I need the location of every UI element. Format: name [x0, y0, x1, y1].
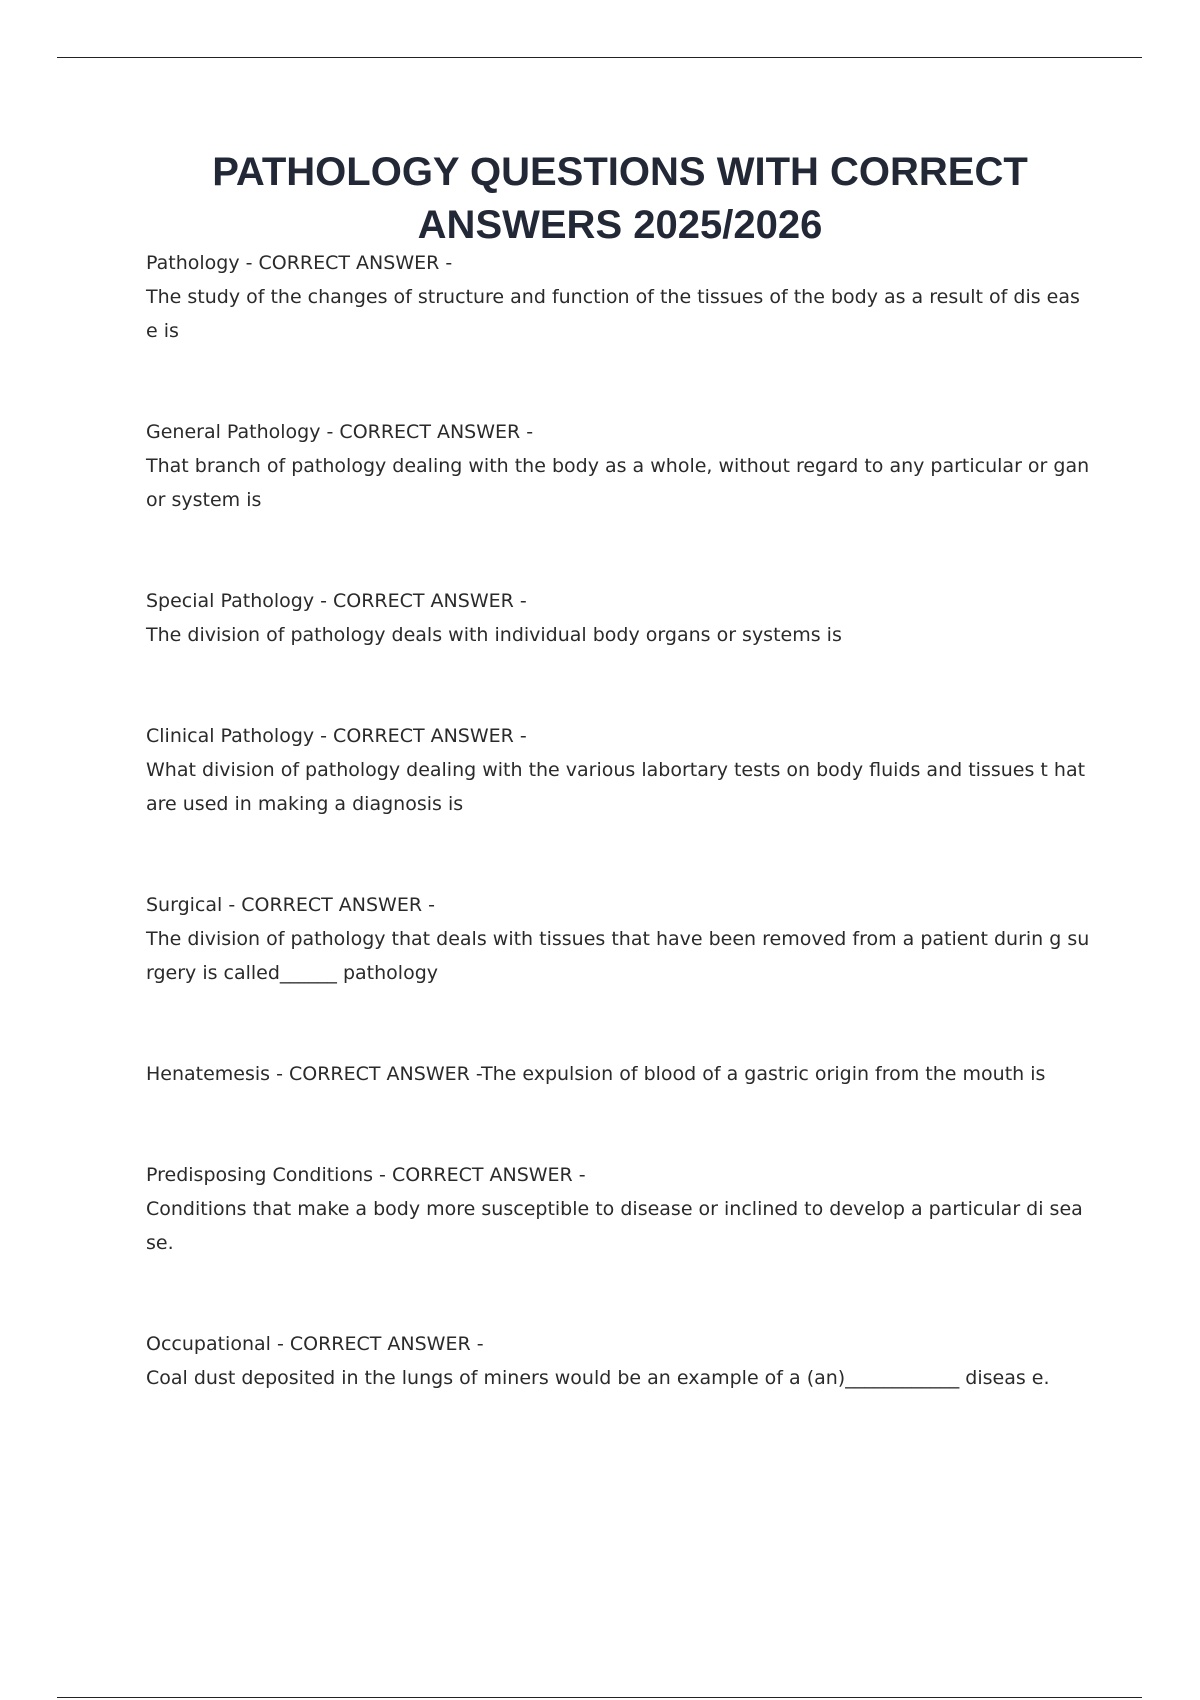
question-text: Coal dust deposited in the lungs of miners would be an example of a (an)____________ diseas e. [146, 1367, 1050, 1389]
question-list [146, 246, 1091, 1496]
question-text: That branch of pathology dealing with the body as a whole, without regard to any particular or gan or system is [146, 455, 1090, 511]
bottom-rule [57, 1697, 1142, 1698]
question-text: The study of the changes of structure and function of the tissues of the body as a result of dis ease is [146, 286, 1080, 342]
question-item-predisposing-conditions [146, 1158, 1091, 1327]
top-rule [57, 57, 1142, 58]
question-heading: Henatemesis - CORRECT ANSWER -The expulsion of blood of a gastric origin from the mouth is [146, 1063, 1046, 1085]
question-text: The division of pathology deals with individual body organs or systems is [146, 624, 842, 646]
question-item-general-pathology [146, 415, 1091, 584]
question-heading: Occupational - CORRECT ANSWER - [146, 1333, 484, 1355]
question-heading: Pathology - CORRECT ANSWER - [146, 252, 453, 274]
question-text: Conditions that make a body more susceptible to disease or inclined to develop a particular di sease. [146, 1198, 1083, 1254]
question-item-special-pathology [146, 584, 1091, 719]
question-item-occupational [146, 1327, 1091, 1496]
question-item-clinical-pathology [146, 719, 1091, 888]
page-title [140, 146, 1100, 252]
question-heading: Predisposing Conditions - CORRECT ANSWER - [146, 1164, 586, 1186]
question-item-pathology [146, 246, 1091, 415]
question-heading: General Pathology - CORRECT ANSWER - [146, 421, 534, 443]
question-heading: Surgical - CORRECT ANSWER - [146, 894, 435, 916]
question-heading: Special Pathology - CORRECT ANSWER - [146, 590, 527, 612]
question-item-surgical [146, 888, 1091, 1057]
title-line-2: ANSWERS 2025/2026 [417, 203, 823, 247]
title-line-1: PATHOLOGY QUESTIONS WITH CORRECT [212, 150, 1028, 194]
question-text: What division of pathology dealing with the various labortary tests on body fluids and tissues t hat are used in making a diagnosis is [146, 759, 1086, 815]
question-text: The division of pathology that deals with tissues that have been removed from a patient durin g surgery is called______ pathology [146, 928, 1090, 984]
question-item-henatemesis [146, 1057, 1091, 1158]
question-heading: Clinical Pathology - CORRECT ANSWER - [146, 725, 527, 747]
